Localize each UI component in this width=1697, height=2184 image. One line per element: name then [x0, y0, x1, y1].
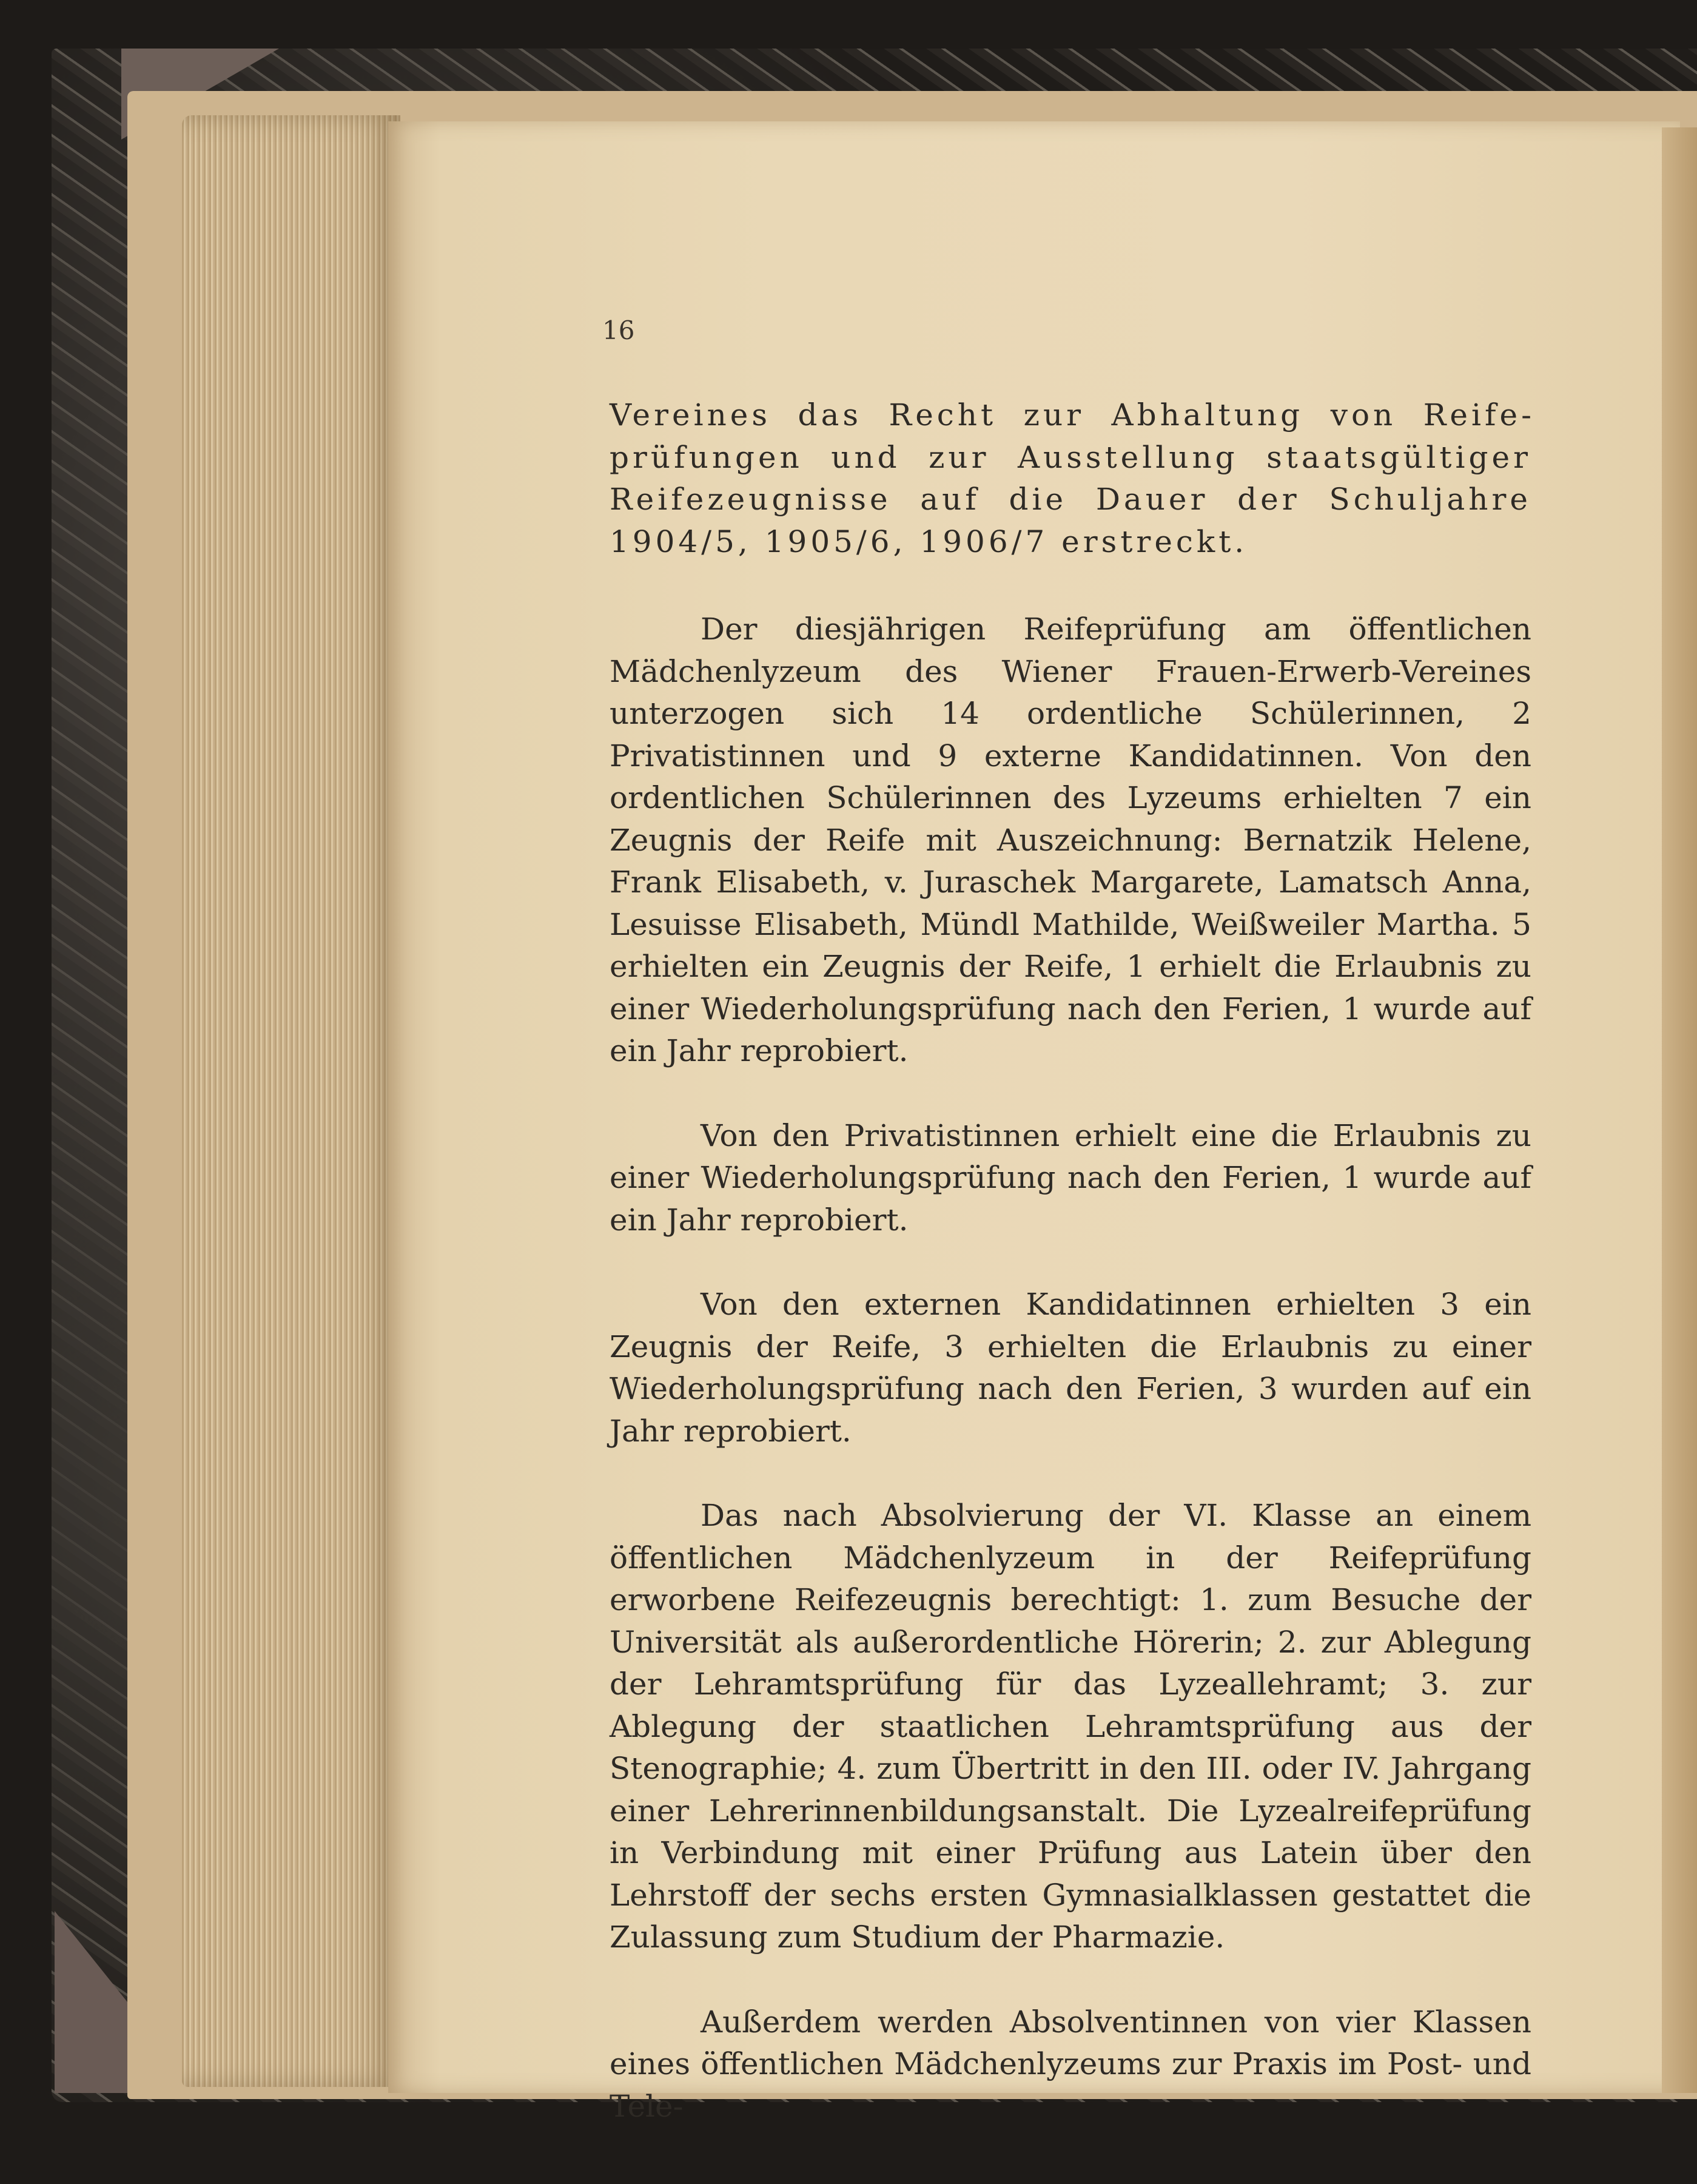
text-column — [610, 394, 1531, 2170]
paragraph-continuation: Vereines das Recht zur Abhaltung von Reifeprüfungen und zur Ausstellung staatsgültiger Reifezeugnisse auf die Dauer der Schuljahre 1904/5, 1905/6, 1906/7 erstreckt. — [610, 397, 1531, 559]
paragraph-reifepruefung: Der diesjährigen Reifeprüfung am öffentlichen Mädchenlyzeum des Wiener Frauen-Erwerb-Vereines unterzogen sich 14 ordentliche Schülerinnen, 2 Privatistinnen und 9 externe Kandidatinnen. Von den ordentlichen Schülerinnen des Lyzeums erhielten 7 ein Zeugnis der Reife mit Auszeichnung: Bernatzik Helene, Frank Elisabeth, v. Juraschek Margarete, Lamatsch Anna, Lesuisse Elisabeth, Mündl Mathilde, Weißweiler Martha. 5 erhielten ein Zeugnis der Reife, 1 erhielt die Erlaubnis zu einer Wiederholungsprüfung nach den Ferien, 1 wurde auf ein Jahr reprobiert. — [610, 612, 1531, 1068]
paragraph-absolventinnen: Außerdem werden Absolventinnen von vier Klassen eines öffentlichen Mädchenlyzeums zur Praxis im Post- und Tele- — [610, 2004, 1531, 2124]
paragraph-berechtigung: Das nach Absolvierung der VI. Klasse an einem öffentlichen Mädchenlyzeum in der Reifeprüfung erworbene Reifezeugnis berechtigt: 1. zum Besuche der Universität als außerordentliche Hörerin; 2. zur Ablegung der Lehramtsprüfung für das Lyzeallehramt; 3. zur Ablegung der staatlichen Lehramtsprüfung aus der Stenographie; 4. zum Übertritt in den III. oder IV. Jahrgang einer Lehrerinnenbildungsanstalt. Die Lyzealreifeprüfung in Verbindung mit einer Prüfung aus Latein über den Lehrstoff der sechs ersten Gymnasialklassen gestattet die Zulassung zum Studium der Pharmazie. — [610, 1498, 1531, 1955]
page-number: 16 — [602, 315, 635, 345]
paragraph-privatistinnen: Von den Privatistinnen erhielt eine die Erlaubnis zu einer Wiederholungsprüfung nach den Ferien, 1 wurde auf ein Jahr reprobiert. — [610, 1117, 1531, 1238]
page-right-edge — [1662, 127, 1697, 2093]
paragraph-externe: Von den externen Kandidatinnen erhielten 3 ein Zeugnis der Reife, 3 erhielten die Erlaubnis zu einer Wiederholungsprüfung nach den Ferien, 3 wurden auf ein Jahr reprobiert. — [610, 1287, 1531, 1449]
page-edges — [182, 115, 400, 2087]
